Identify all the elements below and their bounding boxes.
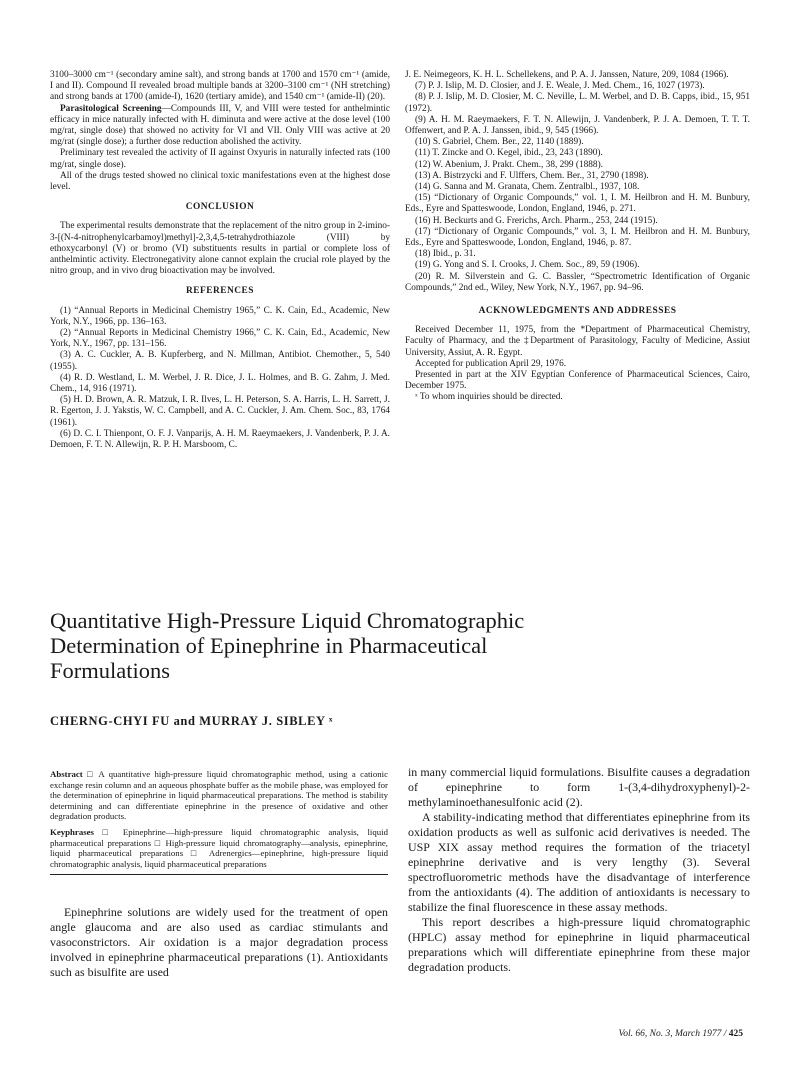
page-footer [619, 1029, 743, 1039]
reference-item: (16) H. Beckurts and G. Frerichs, Arch. Pharm., 253, 244 (1915). [415, 215, 658, 226]
keyphrases-paragraph [50, 827, 388, 869]
reference-item: (8) P. J. Islip, M. D. Closier, M. C. Neville, L. M. Werbel, and D. B. Capps, ibid., 15, 951 (1972). [405, 92, 750, 114]
reference-item: (3) A. C. Cuckler, A. B. Kupferberg, and N. Millman, Antibiot. Chemother., 5, 540 (1955). [50, 350, 390, 372]
presented-paragraph: Presented in part at the XIV Egyptian Conference of Pharmaceutical Sciences, Cairo, December 1975. [405, 370, 750, 392]
reference-item: (5) H. D. Brown, A. R. Matzuk, I. R. Ilves, L. H. Peterson, S. A. Harris, L. H. Sarrett, J. R. Egerton, J. J. Yakstis, W. C. Campbell, and A. C. Cuckler, J. Am. Chem. Soc., 83, 1764 (1961). [50, 395, 390, 428]
abstract-box [50, 769, 388, 875]
top-right-column [405, 70, 750, 404]
reference-item: (4) R. D. Westland, L. M. Werbel, J. R. Dice, J. L. Holmes, and B. G. Zahm, J. Med. Chem., 14, 916 (1971). [50, 372, 390, 395]
reference-item: (9) A. H. M. Raeymaekers, F. T. N. Allewijn, J. Vandenberk, P. J. A. Demoen, T. T. T. Offenwert, and P. A. J. Janssen, ibid., 9, 545 (1966). [405, 114, 750, 137]
abstract-paragraph [50, 769, 388, 822]
article-authors: CHERNG-CHYI FU and MURRAY J. SIBLEY ˣ [50, 714, 334, 728]
reference-item: (11) T. Zincke and O. Kegel, ibid., 23, 243 (1890). [415, 148, 603, 159]
abstract-label: Abstract □ [50, 769, 95, 779]
article-title: Quantitative High-Pressure Liquid Chromatographic Determination of Epinephrine in Pharmaceutical Formulations [50, 608, 525, 683]
keyphrases-text: Epinephrine—high-pressure liquid chromatographic analysis, liquid pharmaceutical preparations □ High-pressure liquid chromatography—analysis, epinephrine, liquid pharmaceutical preparations □ Adrenergics—epinephrine, high-pressure liquid chromatographic analysis, liquid pharmaceutical preparations [50, 826, 388, 869]
conclusion-paragraph: The experimental results demonstrate that the replacement of the nitro group in 2-imino-3-[(N-4-nitrophenylcarbamoyl)methyl]-2,3,4,5-tetrahydrothiazole (VIII) by ethoxycarbonyl (V) or bromo (VI) substituents results in partial or complete loss of anthelmintic activity. Electronegativity alone cannot explain the crucial role played by the nitro group, and in vivo drug bioactivation may be involved. [50, 221, 390, 277]
reference-item: (10) S. Gabriel, Chem. Ber., 22, 1140 (1889). [415, 137, 584, 148]
oxyuris-paragraph: Preliminary test revealed the activity of II against Oxyuris in naturally infected rats (100 mg/rat, single dose). [50, 148, 390, 170]
reference-item: (14) G. Sanna and M. Granata, Chem. Zentralbl., 1937, 108. [415, 182, 640, 193]
conclusion-heading: CONCLUSION [185, 202, 255, 213]
abstract-text: A quantitative high-pressure liquid chromatographic method, using a cationic exchange resin column and an aqueous phosphate buffer as the mobile phase, was employed for the determination of epinephrine in liquid pharmaceutical preparations. The method is stability determining and can differentiate epinephrine in the presence of oxidative and other degradation products. [50, 769, 389, 822]
acknowledgments-heading: ACKNOWLEDGMENTS AND ADDRESSES [478, 306, 677, 317]
abstract-divider [50, 874, 388, 875]
body-paragraph: A stability-indicating method that differentiates epinephrine from its oxidation products as well as sulfonic acid derivatives is needed. The USP XIX assay method requires the formation of the triacetyl epinephrine derivative and is very lengthy (3). Several spectrofluorometric methods have the disadvantage of interference from the antioxidants (4). The addition of antioxidants is necessary to stabilize the final fluorescence in these assay methods. [408, 810, 750, 914]
top-left-column [50, 70, 390, 451]
parasitological-paragraph [50, 104, 390, 149]
reference-item: J. E. Neimegeors, K. H. L. Schellekens, and P. A. J. Janssen, Nature, 209, 1084 (1966). [405, 70, 729, 80]
intro-paragraph: Epinephrine solutions are widely used for the treatment of open angle glaucoma and are also used as cardiac stimulants and vasoconstrictors. Air oxidation is a major degradation process involved in epinephrine pharmaceutical preparations (1). Antioxidants such as bisulfite are used [50, 905, 388, 979]
ir-paragraph: 3100–3000 cm⁻¹ (secondary amine salt), and strong bands at 1700 and 1570 cm⁻¹ (amide, I and II). Compound II revealed broad multiple bands at 3200–3100 cm⁻¹ (NH stretching) and strong bands at 1700 (amide-I), 1620 (tertiary amide), and 1540 cm⁻¹ (amide-II) (20). [50, 70, 390, 103]
reference-item: (13) A. Bistrzycki and F. Ulffers, Chem. Ber., 31, 2790 (1898). [415, 170, 649, 181]
body-paragraph: in many commercial liquid formulations. Bisulfite causes a degradation of epinephrine to form 1-(3,4-dihydroxyphenyl)-2-methylaminoethanesulfonic acid (2). [408, 765, 750, 809]
reference-item: (7) P. J. Islip, M. D. Closier, and J. E. Weale, J. Med. Chem., 16, 1027 (1973). [415, 81, 705, 92]
toxicity-paragraph: All of the drugs tested showed no clinical toxic manifestations even at the highest dose level. [50, 170, 390, 193]
reference-item: (12) W. Abenium, J. Prakt. Chem., 38, 299 (1888). [415, 159, 603, 170]
body-paragraph: This report describes a high-pressure liquid chromatographic (HPLC) assay method for epinephrine in liquid pharmaceutical preparations which will differentiate epinephrine from these major degradation products. [408, 915, 750, 974]
reference-item: (15) “Dictionary of Organic Compounds,” vol. 1, I. M. Heilbron and H. M. Bunbury, Eds., Eyre and Spatteswoode, London, England, 1946, p. 271. [405, 193, 750, 215]
reference-item: (1) “Annual Reports in Medicinal Chemistry 1965,” C. K. Cain, Ed., Academic, New York, N.Y., 1966, pp. 136–163. [50, 305, 390, 327]
page-number: 425 [728, 1029, 743, 1039]
correspondence-paragraph: ˣ To whom inquiries should be directed. [415, 392, 563, 403]
reference-item: (2) “Annual Reports in Medicinal Chemistry 1966,” C. K. Cain, Ed., Academic, New York, N.Y., 1967, pp. 131–156. [50, 328, 390, 350]
accepted-paragraph: Accepted for publication April 29, 1976. [415, 358, 567, 369]
journal-citation: Vol. 66, No. 3, March 1977 / [618, 1029, 729, 1039]
reference-item: (17) “Dictionary of Organic Compounds,” vol. 3, I. M. Heilbron and H. M. Bunbury, Eds., Eyre and Spatteswoode, London, England, 1946, p. 87. [405, 226, 750, 249]
reference-item: (19) G. Yong and S. I. Crooks, J. Chem. Soc., 89, 59 (1906). [415, 260, 640, 271]
reference-item: (20) R. M. Silverstein and G. C. Bassler, “Spectrometric Identification of Organic Compounds,” 2nd ed., Wiley, New York, N.Y., 1967, pp. 94–96. [405, 271, 750, 293]
parasitological-text: —Compounds III, V, and VIII were tested for anthelmintic efficacy in mice naturally infected with H. diminuta and were active at the dose level (100 mg/rat, single dose) that showed no activity for VI and VII. Only VIII was active at 20 mg/rat (single dose); a further dose reduction abolished the activity. [50, 103, 390, 148]
body-right-column [408, 765, 750, 975]
body-left-column [50, 905, 388, 980]
references-heading: REFERENCES [185, 286, 255, 297]
reference-item: (18) Ibid., p. 31. [415, 249, 476, 260]
keyphrases-label: Keyphrases □ [50, 826, 115, 837]
parasitological-lead: Parasitological Screening [60, 103, 162, 114]
reference-item: (6) D. C. I. Thienpont, O. F. J. Vanparijs, A. H. M. Raeymaekers, J. Vandenberk, P. J. A. Demoen, F. T. N. Allewijn, R. P. H. Marsboom, C. [50, 428, 390, 451]
received-paragraph: Received December 11, 1975, from the *Department of Pharmaceutical Chemistry, Faculty of Pharmacy, and the ‡Department of Parasitology, Faculty of Medicine, Assiut University, Assiut, A. R. Egypt. [405, 325, 750, 358]
